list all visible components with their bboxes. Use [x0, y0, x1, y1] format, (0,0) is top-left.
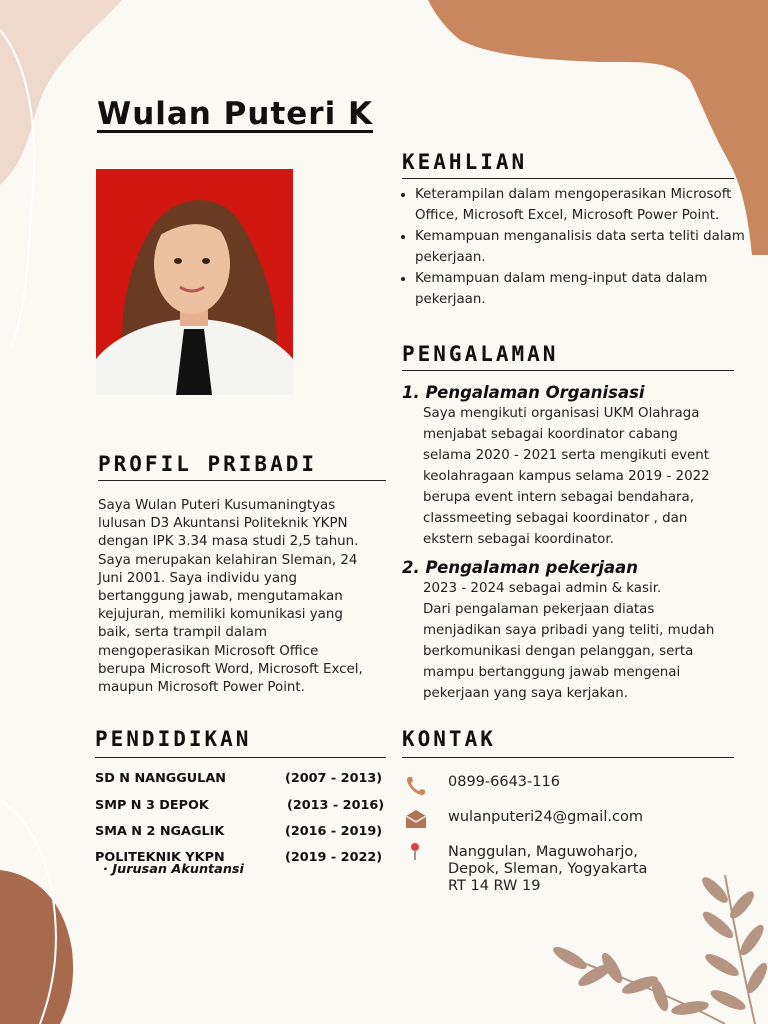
text-line: mengoperasikan Microsoft Office	[98, 643, 319, 659]
list-item: • Kemampuan menganalisis data serta teliti dalam pekerjaan.	[415, 226, 755, 268]
text-line: Saya merupakan kelahiran Sleman, 24	[98, 552, 358, 568]
text-line: Saya Wulan Puteri Kusumaningtyas	[98, 498, 336, 513]
list-item: • Keterampilan dalam mengoperasikan Microsoft Office, Microsoft Excel, Microsoft Power Point.	[415, 184, 755, 226]
education-school: POLITEKNIK YKPN	[95, 850, 225, 865]
text-line: berupa Microsoft Word, Microsoft Excel,	[98, 661, 363, 677]
text-line: kejujuran, memiliki komunikasi yang	[98, 607, 343, 623]
candidate-name: Wulan Puteri K	[97, 96, 374, 132]
education-years: (2019 - 2022)	[285, 850, 383, 865]
contact-address	[448, 844, 647, 895]
text-line: selama 2020 - 2021 serta mengikuti event	[423, 448, 710, 463]
list-item: • Kemampuan dalam meng-input data dalam pekerjaan.	[415, 268, 755, 310]
text-line: pekerjaan yang saya kerjakan.	[423, 686, 628, 701]
text-line: berupa event intern sebagai bendahara,	[423, 490, 694, 505]
skills-list	[398, 184, 755, 310]
text-line: Juni 2001. Saya individu yang	[98, 570, 298, 586]
text-line: RT 14 RW 19	[448, 878, 541, 894]
work-experience-title: 2. Pengalaman pekerjaan	[402, 558, 639, 577]
text-line: ekstern sebagai koordinator.	[423, 532, 614, 547]
contact-email: wulanputeri24@gmail.com	[448, 809, 643, 825]
text-line: Depok, Sleman, Yogyakarta	[448, 861, 648, 877]
profile-section-title: PROFIL PRIBADI	[98, 452, 318, 476]
text-line: dengan IPK 3.34 masa studi 2,5 tahun.	[98, 534, 359, 550]
organization-experience-text	[423, 403, 710, 550]
text-line: mampu bertanggung jawab mengenai	[423, 665, 681, 680]
location-pin-icon	[408, 842, 422, 862]
text-line: keolahragaan kampus selama 2019 - 2022	[423, 469, 710, 484]
contact-phone: 0899-6643-116	[448, 774, 560, 790]
education-school: SMP N 3 DEPOK	[95, 798, 209, 813]
phone-icon	[404, 774, 428, 798]
profile-photo	[96, 169, 293, 395]
education-years: (2007 - 2013)	[285, 771, 383, 786]
education-divider	[95, 757, 386, 758]
skills-section-title: KEAHLIAN	[402, 150, 528, 174]
experience-section-title: PENGALAMAN	[402, 342, 559, 366]
skills-divider	[402, 178, 734, 179]
education-major: · Jurusan Akuntansi	[103, 862, 244, 877]
profile-divider	[98, 480, 386, 481]
education-school: SMA N 2 NGAGLIK	[95, 824, 225, 839]
text-line: Dari pengalaman pekerjaan diatas	[423, 602, 655, 617]
contact-divider	[402, 757, 734, 758]
person-portrait-icon	[96, 169, 293, 395]
text-line: maupun Microsoft Power Point.	[98, 680, 305, 696]
education-section-title: PENDIDIKAN	[95, 727, 252, 751]
top-left-blob	[0, 0, 122, 185]
organization-experience-title: 1. Pengalaman Organisasi	[402, 383, 645, 402]
work-experience-text	[423, 578, 714, 704]
bottom-left-blob	[0, 870, 73, 1024]
experience-divider	[402, 370, 734, 371]
education-years: (2013 - 2016)	[287, 798, 385, 813]
text-line: menjabat sebagai koordinator cabang	[423, 427, 678, 442]
education-years: (2016 - 2019)	[285, 824, 383, 839]
text-line: menjadikan saya pribadi yang teliti, mudah	[423, 623, 715, 638]
leaf-branch-decoration	[552, 875, 768, 1024]
text-line: berkomunikasi dengan pelanggan, serta	[423, 644, 694, 659]
text-line: Saya mengikuti organisasi UKM Olahraga	[423, 406, 700, 421]
text-line: classmeeting sebagai koordinator , dan	[423, 511, 688, 526]
contact-section-title: KONTAK	[402, 727, 496, 751]
text-line: Nanggulan, Maguwoharjo,	[448, 844, 638, 860]
envelope-icon	[404, 808, 428, 830]
profile-text	[98, 497, 363, 697]
text-line: 2023 - 2024 sebagai admin & kasir.	[423, 581, 662, 596]
text-line: lulusan D3 Akuntansi Politeknik YKPN	[98, 516, 348, 532]
education-school: SD N NANGGULAN	[95, 771, 226, 786]
text-line: bertanggung jawab, mengutamakan	[98, 589, 343, 605]
text-line: baik, serta trampil dalam	[98, 625, 268, 641]
